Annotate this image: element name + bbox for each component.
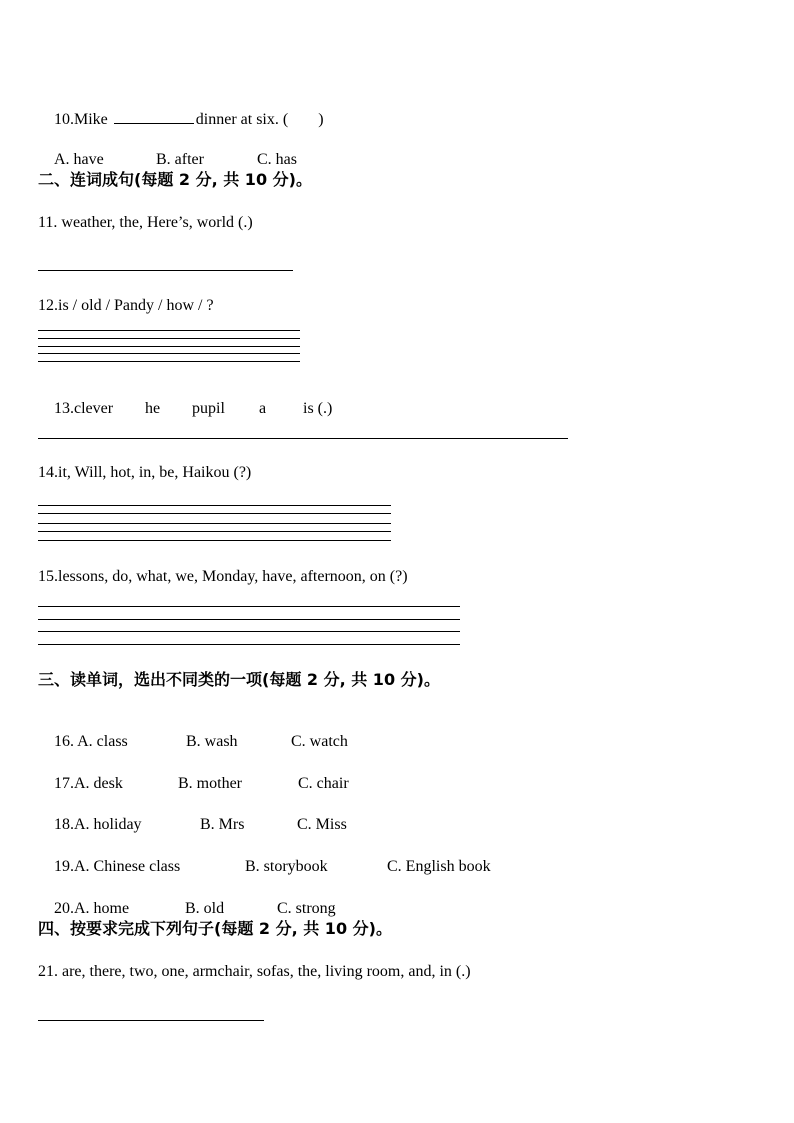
option-b: B. mother [178,775,242,792]
question-13 [38,379,332,439]
question-text: dinner at six. ( [195,111,289,128]
answer-line[interactable] [38,1020,264,1021]
option-b: B. Mrs [200,816,245,833]
answer-line[interactable] [38,606,460,607]
question-15: 15.lessons, do, what, we, Monday, have, afternoon, on (?) [38,568,408,585]
answer-line[interactable] [38,270,293,271]
answer-line[interactable] [38,540,391,541]
option-a: 19.A. Chinese class [54,858,181,875]
answer-line[interactable] [38,361,300,362]
word: a [259,400,267,417]
answer-line[interactable] [38,346,300,347]
close-paren: ) [318,111,324,128]
option-a: 20.A. home [54,900,130,917]
option-c: C. strong [277,900,336,917]
question-text: Mike [74,111,108,128]
word: is (.) [303,400,333,417]
answer-line[interactable] [38,330,300,331]
answer-line[interactable] [38,531,391,532]
answer-line[interactable] [38,619,460,620]
option-c: C. chair [298,775,349,792]
option-c: C. Miss [297,816,347,833]
section-heading-4: 四、按要求完成下列句子(每题 2 分, 共 10 分)。 [38,919,392,938]
answer-line[interactable] [38,513,391,514]
answer-line[interactable] [38,505,391,506]
word: he [145,400,161,417]
answer-line[interactable] [38,438,568,439]
option-b: B. old [185,900,225,917]
option-c: C. has [257,151,297,168]
option-a: 16. A. class [54,733,128,750]
option-c: C. watch [291,733,348,750]
option-a: 18.A. holiday [54,816,142,833]
word: 13.clever [54,400,114,417]
option-a: 17.A. desk [54,775,123,792]
option-a: A. have [54,151,104,168]
answer-line[interactable] [38,353,300,354]
section-heading-3: 三、读单词，选出不同类的一项(每题 2 分, 共 10 分)。 [38,670,440,689]
question-11: 11. weather, the, Here’s, world (.) [38,214,253,231]
option-b: B. wash [186,733,238,750]
question-12: 12.is / old / Pandy / how / ? [38,297,214,314]
option-b: B. storybook [245,858,328,875]
answer-line[interactable] [38,644,460,645]
answer-line[interactable] [38,338,300,339]
answer-line[interactable] [38,523,391,524]
question-14: 14.it, Will, hot, in, be, Haikou (?) [38,464,252,481]
answer-line[interactable] [38,631,460,632]
option-c: C. English book [387,858,491,875]
option-b: B. after [156,151,204,168]
section-heading-2: 二、连词成句(每题 2 分, 共 10 分)。 [38,170,312,189]
question-21: 21. are, there, two, one, armchair, sofas, the, living room, and, in (.) [38,963,471,980]
word: pupil [192,400,225,417]
answer-blank[interactable] [114,108,194,124]
question-number: 10. [54,111,74,128]
